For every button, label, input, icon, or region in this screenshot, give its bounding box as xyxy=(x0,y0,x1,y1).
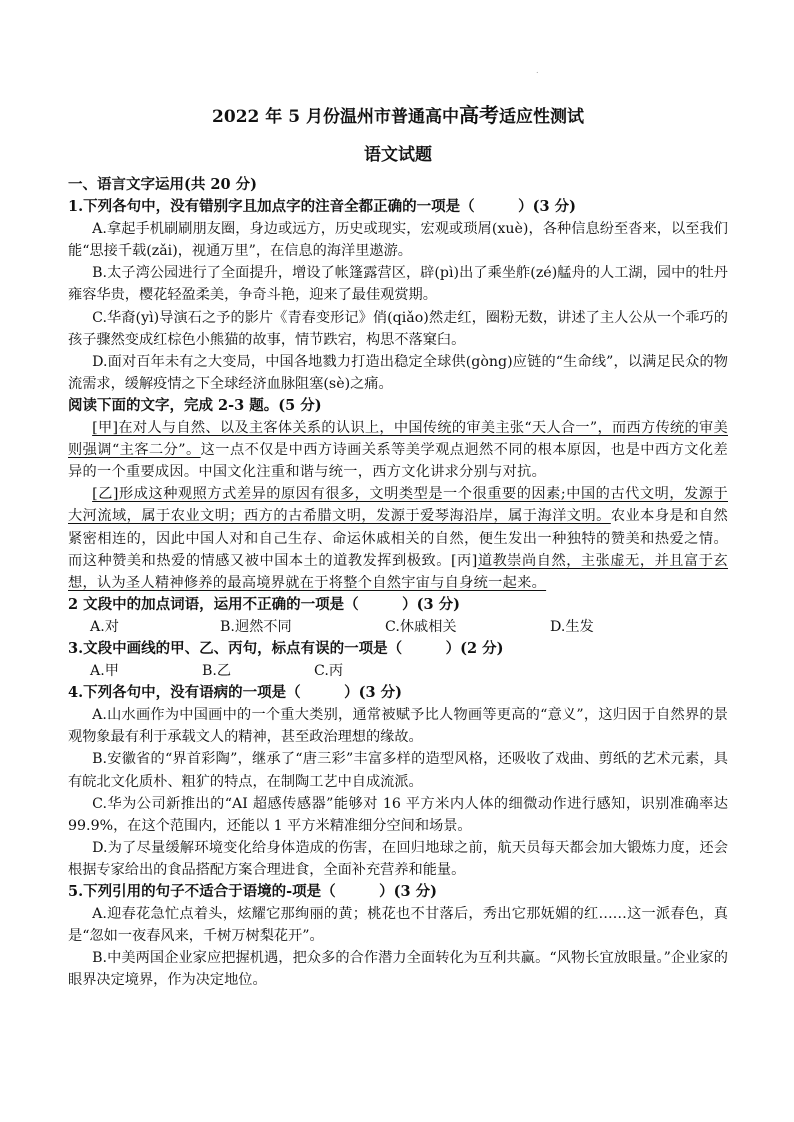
question-5-stem: 5.下列引用的句子不适合于语境的-项是（ ）(3 分) xyxy=(68,883,438,900)
reading-p2-middle: 农业本身是和自然紧密相连的，因此中国人对和自己生存、命运休戚相关的自然，便生发出一种独特的赞美和热爱之情。而这种赞美和热爱的情感又被中国本土的道教发挥到极致。[丙] xyxy=(68,508,728,569)
question-5-option-b: B.中美两国企业家应把握机遇，把众多的合作潜力全面转化为互利共赢。“风物长宜放眼量。”企业家的眼界决定境界，作为决定地位。 xyxy=(68,950,728,989)
question-2-option-a: A.对 xyxy=(90,618,119,635)
reading-sentence-jia: [甲]在对人与自然、以及主客体关系的认识上，中国传统的审美主张“天人合一”，而西方传统的审美则强调“主客二分”。 xyxy=(68,420,728,459)
question-1-option-d: D.面对百年未有之大变局，中国各地戮力打造出稳定全球供(gòng)应链的“生命线”，以满足民众的物流需求，缓解疫情之下全球经济血脉阻塞(sè)之痛。 xyxy=(68,353,728,392)
reading-sentence-bing: 道教崇尚自然，主张虚无，并且富于玄想，认为圣人精神修养的最高境界就在于将整个自然宇宙与自身统一起来。 xyxy=(68,552,728,591)
reading-sentence-yi: [乙]形成这种观照方式差异的原因有很多，文明类型是一个很重要的因素;中国的古代文明，发源于大河流域，属于农业文明；西方的古希腊文明，发源于爱琴海沿岸，属于海洋文明。 xyxy=(68,486,728,525)
question-1-option-c: C.华裔(yì)导演石之予的影片《青春变形记》俏(qiǎo)然走红，圈粉无数，讲述了主人公从一个乖巧的孩子骤然变成红棕色小熊猫的故事，情节跌宕，构思不落窠臼。 xyxy=(68,309,728,348)
reading-intro: 阅读下面的文字，完成 2-3 题。(5 分) xyxy=(68,396,322,414)
exam-title xyxy=(68,102,728,130)
question-3-option-a: A.甲 xyxy=(90,663,119,680)
question-2-stem: 2 文段中的加点词语，运用不正确的一项是（ ）(3 分) xyxy=(68,595,460,613)
question-3-options xyxy=(68,660,728,682)
question-4-option-d: D.为了尽量缓解环境变化给身体造成的伤害，在回归地球之前，航天员每天都会加大锻炼力度，还会根据专家给出的食品搭配方案合理进食，全面补充营养和能量。 xyxy=(68,839,728,878)
title-big: 高考 xyxy=(458,103,499,127)
exam-page xyxy=(68,98,728,991)
question-3-option-c: C.丙 xyxy=(314,663,344,680)
question-2-option-c: C.休戚相关 xyxy=(385,618,457,635)
question-1-option-a: A.拿起手机刷刷朋友圈，身边或远方，历史或现实，宏观或琐屑(xuè)，各种信息纷至沓来，以至我们能“思接千载(zǎi)，视通万里”，在信息的海洋里遨游。 xyxy=(68,221,728,260)
question-5-option-a: A.迎春花急忙点着头，炫耀它那绚丽的黄；桃花也不甘落后，秀出它那妩媚的红……这一派春色，真是“忽如一夜春风来，千树万树梨花开”。 xyxy=(68,906,728,945)
title-pre: 2022 年 5 月份温州市普通高中 xyxy=(212,107,459,127)
header-dot: . xyxy=(536,66,539,75)
question-3-stem: 3.文段中画线的甲、乙、丙句，标点有误的一项是（ ）(2 分) xyxy=(68,639,504,657)
question-4-stem: 4.下列各句中，没有语病的一项是（ ）(3 分) xyxy=(68,684,402,702)
question-2-option-b: B.迥然不同 xyxy=(220,618,292,635)
question-4-option-c: C.华为公司新推出的“AI 超感传感器”能够对 16 平方米内人体的细微动作进行感知，识别准确率达 99.9%，在这个范围内，还能以 1 平方米精准细分空间和场景。 xyxy=(68,795,728,834)
reading-paragraph-2 xyxy=(68,483,728,593)
reading-paragraph-1 xyxy=(68,417,728,483)
exam-subtitle: 语文试题 xyxy=(364,145,432,165)
question-2-options xyxy=(68,616,728,638)
reading-p1-rest: 这一点不仅是中西方诗画关系等美学观点迥然不同的根本原因，也是中西方文化差异的一个重要成因。中国文化注重和谐与统一，西方文化讲求分别与对抗。 xyxy=(68,442,728,481)
question-3-option-b: B.乙 xyxy=(202,663,232,680)
title-post: 适应性测试 xyxy=(498,107,584,127)
question-2-option-d: D.生发 xyxy=(550,618,594,635)
question-4-option-a: A.山水画作为中国画中的一个重大类别，通常被赋予比人物画等更高的“意义”，这归因于自然界的景观物象最有利于承载文人的精神，甚至政治理想的缘故。 xyxy=(68,707,728,746)
question-1-option-b: B.太子湾公园进行了全面提升，增设了帐篷露营区，辟(pì)出了乘坐舴(zé)艋舟的人工湖，园中的牡丹雍容华贵，樱花轻盈柔美，争奇斗艳，迎来了最佳观赏期。 xyxy=(68,265,728,304)
question-1-stem: 1.下列各句中，没有错别字且加点字的注音全都正确的一项是（ ）(3 分) xyxy=(68,198,576,216)
section-heading-1: 一、语言文字运用(共 20 分) xyxy=(68,176,257,193)
question-4-option-b: B.安徽省的“界首彩陶”，继承了“唐三彩”丰富多样的造型风格，还吸收了戏曲、剪纸的艺术元素，具有皖北文化质朴、粗犷的特点，在制陶工艺中自成流派。 xyxy=(68,751,728,790)
